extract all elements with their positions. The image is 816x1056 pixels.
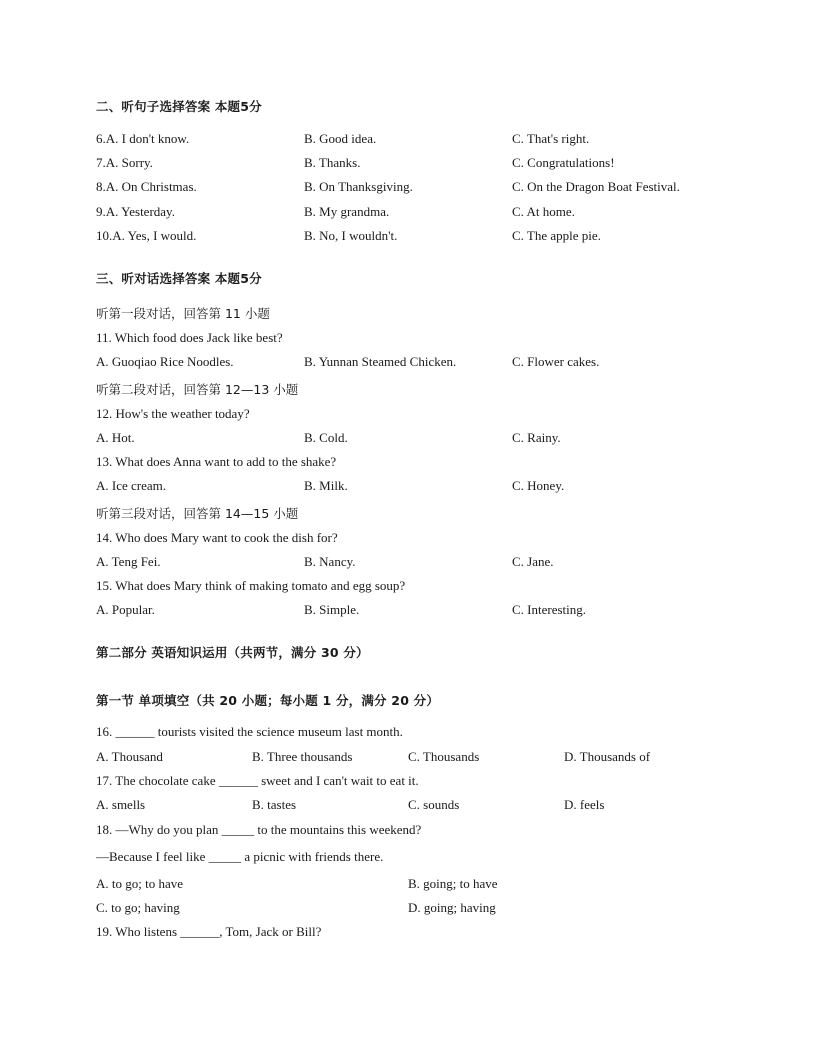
option-a: 6.A. I don't know. [96, 131, 190, 146]
question-row-18-options-ab [0, 876, 816, 894]
dialogue-instruction-2: 听第二段对话，回答第 12—13 小题 [96, 382, 299, 397]
subsection-heading-single-choice: 第一节 单项填空（共 20 小题；每小题 1 分，满分 20 分） [96, 693, 440, 708]
option-a: A. to go; to have [96, 876, 184, 891]
question-row-9 [0, 204, 816, 222]
option-c: C. Congratulations! [512, 155, 615, 170]
option-a: 7.A. Sorry. [96, 155, 153, 170]
option-b: B. On Thanksgiving. [304, 179, 413, 194]
option-a: 8.A. On Christmas. [96, 179, 197, 194]
question-row-6 [0, 131, 816, 149]
option-a: A. smells [96, 797, 146, 812]
question-row-17-options [0, 797, 816, 815]
question-18-line-1: 18. —Why do you plan _____ to the mountains this weekend? [96, 822, 422, 837]
question-row-7 [0, 155, 816, 173]
question-14: 14. Who does Mary want to cook the dish for? [96, 530, 338, 545]
option-b: B. Cold. [304, 430, 348, 445]
option-c: C. Interesting. [512, 602, 587, 617]
option-a: A. Guoqiao Rice Noodles. [96, 354, 234, 369]
question-17: 17. The chocolate cake ______ sweet and I can't wait to eat it. [96, 773, 419, 788]
option-c: C. to go; having [96, 900, 180, 915]
question-row-15-options [0, 602, 816, 620]
option-a: A. Hot. [96, 430, 135, 445]
option-d: D. going; having [408, 900, 496, 915]
option-b: B. tastes [252, 797, 297, 812]
question-16: 16. ______ tourists visited the science museum last month. [96, 724, 403, 739]
option-b: B. Yunnan Steamed Chicken. [304, 354, 457, 369]
option-b: B. Three thousands [252, 749, 353, 764]
option-c: C. Flower cakes. [512, 354, 600, 369]
option-c: C. Rainy. [512, 430, 561, 445]
dialogue-instruction-1: 听第一段对话，回答第 11 小题 [96, 306, 270, 321]
question-row-13-options [0, 478, 816, 496]
question-15: 15. What does Mary think of making tomato and egg soup? [96, 578, 406, 593]
option-b: B. My grandma. [304, 204, 390, 219]
question-row-14-options [0, 554, 816, 572]
option-b: B. Simple. [304, 602, 360, 617]
question-row-11-options [0, 354, 816, 372]
question-row-18-options-cd [0, 900, 816, 918]
option-d: D. feels [564, 797, 605, 812]
option-a: 10.A. Yes, I would. [96, 228, 197, 243]
option-b: B. Milk. [304, 478, 348, 493]
question-row-8 [0, 179, 816, 197]
question-row-10 [0, 228, 816, 246]
option-a: A. Teng Fei. [96, 554, 161, 569]
section-heading-listening-sentences: 二、听句子选择答案 本题5分 [96, 99, 262, 114]
option-a: A. Ice cream. [96, 478, 167, 493]
option-c: C. The apple pie. [512, 228, 601, 243]
question-18-line-2: —Because I feel like _____ a picnic with friends there. [96, 849, 384, 864]
section-heading-listening-dialogues: 三、听对话选择答案 本题5分 [96, 271, 262, 286]
part-heading-knowledge: 第二部分 英语知识运用（共两节，满分 30 分） [96, 645, 369, 660]
dialogue-instruction-3: 听第三段对话，回答第 14—15 小题 [96, 506, 299, 521]
option-c: C. That's right. [512, 131, 590, 146]
question-row-12-options [0, 430, 816, 448]
option-b: B. Nancy. [304, 554, 356, 569]
option-b: B. Good idea. [304, 131, 377, 146]
question-12: 12. How's the weather today? [96, 406, 250, 421]
option-a: 9.A. Yesterday. [96, 204, 175, 219]
option-b: B. No, I wouldn't. [304, 228, 398, 243]
option-a: A. Popular. [96, 602, 155, 617]
option-c: C. On the Dragon Boat Festival. [512, 179, 680, 194]
option-a: A. Thousand [96, 749, 163, 764]
option-c: C. Honey. [512, 478, 565, 493]
option-c: C. Jane. [512, 554, 554, 569]
question-19: 19. Who listens ______, Tom, Jack or Bill? [96, 924, 322, 939]
option-c: C. Thousands [408, 749, 480, 764]
question-13: 13. What does Anna want to add to the shake? [96, 454, 337, 469]
option-d: D. Thousands of [564, 749, 651, 764]
option-c: C. At home. [512, 204, 575, 219]
option-c: C. sounds [408, 797, 460, 812]
question-row-16-options [0, 749, 816, 767]
question-11: 11. Which food does Jack like best? [96, 330, 283, 345]
option-b: B. going; to have [408, 876, 498, 891]
option-b: B. Thanks. [304, 155, 361, 170]
